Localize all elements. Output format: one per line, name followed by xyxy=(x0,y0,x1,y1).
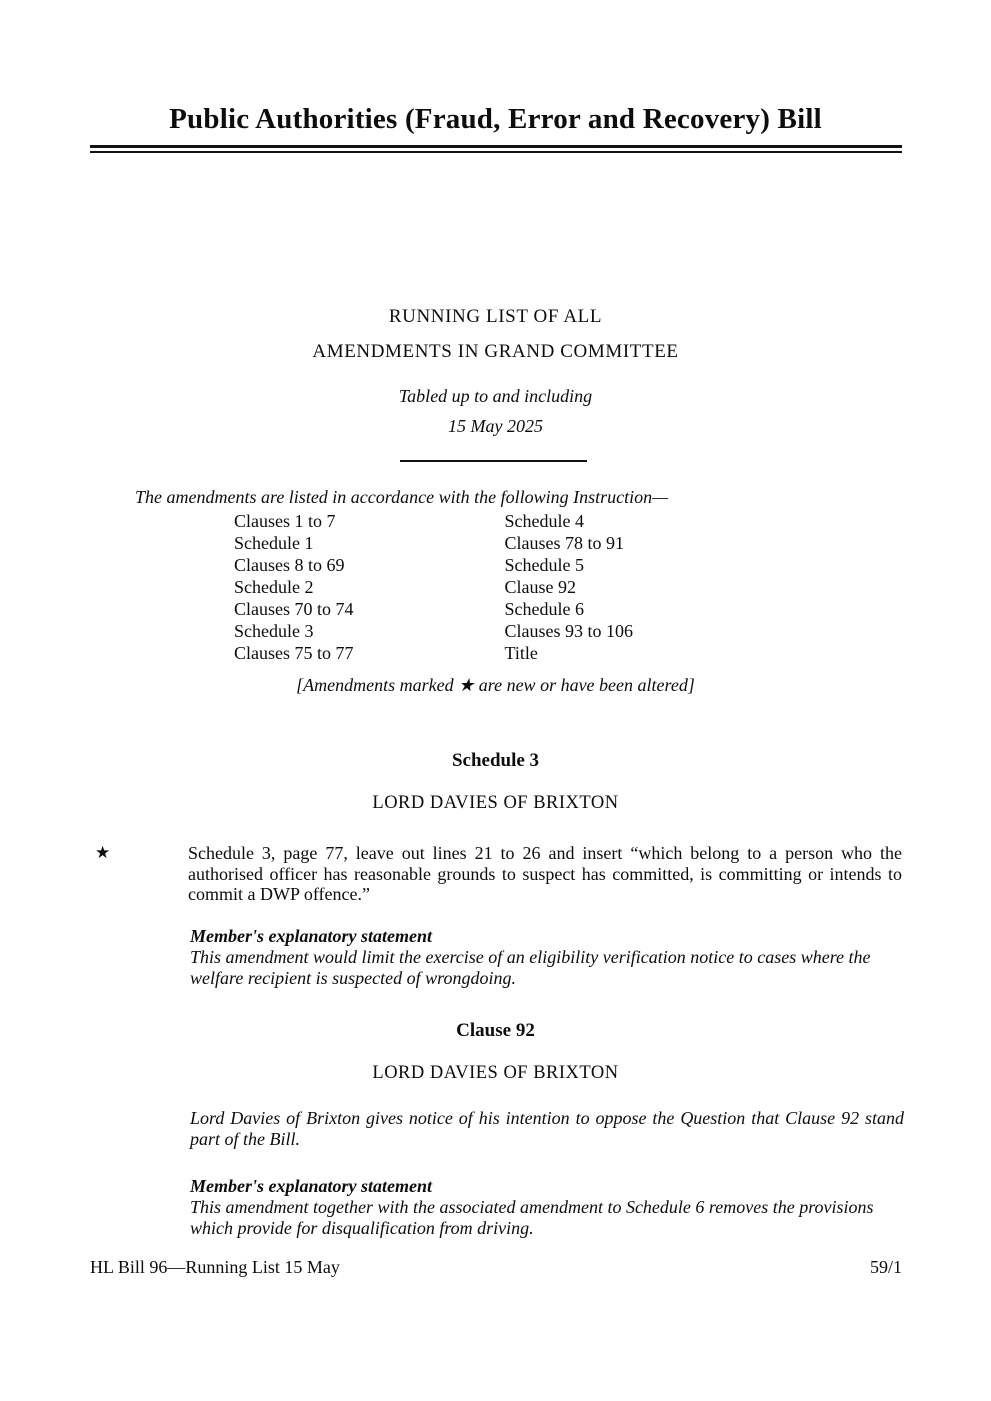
committee-heading: AMENDMENTS IN GRAND COMMITTEE xyxy=(312,341,679,362)
oppose-question-notice: Lord Davies of Brixton gives notice of his intention to oppose the Question that Clause 92 stand part of the Bill. xyxy=(190,1108,904,1149)
section-heading-schedule-3: Schedule 3 xyxy=(451,750,540,771)
tabled-date: 15 May 2025 xyxy=(448,416,543,436)
title-divider xyxy=(90,145,902,153)
instruction-item-left: Clauses 75 to 77 xyxy=(234,643,354,663)
instruction-item-right: Clauses 78 to 91 xyxy=(504,533,624,553)
instruction-row xyxy=(234,598,633,620)
bill-title: Public Authorities (Fraud, Error and Recovery) Bill xyxy=(169,103,822,135)
instruction-item-right: Schedule 6 xyxy=(504,599,584,619)
instruction-item-left: Clauses 70 to 74 xyxy=(234,599,354,619)
instruction-item-right: Clauses 93 to 106 xyxy=(504,621,633,641)
instruction-row xyxy=(234,532,633,554)
explanatory-statement-heading: Member's explanatory statement xyxy=(190,926,432,946)
sponsor-name: LORD DAVIES OF BRIXTON xyxy=(372,1063,619,1083)
instruction-item-right: Schedule 4 xyxy=(504,511,584,531)
running-list-heading: RUNNING LIST OF ALL xyxy=(388,306,603,327)
sponsor-name: LORD DAVIES OF BRIXTON xyxy=(372,793,619,813)
instruction-item-right: Clause 92 xyxy=(504,577,576,597)
instruction-item-left: Schedule 3 xyxy=(234,621,314,641)
explanatory-statement-text: This amendment would limit the exercise of an eligibility verification notice to cases where the welfare recipient is suspected of wrongdoing. xyxy=(190,947,871,988)
explanatory-statement-text: This amendment together with the associated amendment to Schedule 6 removes the provisions which provide for disqualification from driving. xyxy=(190,1197,874,1238)
marker-note: [Amendments marked ★ are new or have been altered] xyxy=(296,675,695,695)
instruction-row xyxy=(234,576,633,598)
instruction-row xyxy=(234,642,633,664)
explanatory-statement-heading: Member's explanatory statement xyxy=(190,1176,432,1196)
section-divider-rule xyxy=(400,460,587,462)
instruction-item-right: Schedule 5 xyxy=(504,555,584,575)
instruction-row xyxy=(234,554,633,576)
bill-reference: HL Bill 96—Running List 15 May xyxy=(90,1257,340,1277)
amendment-text: Schedule 3, page 77, leave out lines 21 to 26 and insert “which belong to a person who the authorised officer has reasonable grounds to suspect has committed, is committing or intends to commit a DWP offence.” xyxy=(188,843,902,904)
instruction-item-right: Title xyxy=(504,643,538,663)
instruction-row xyxy=(234,510,633,532)
instruction-item-left: Schedule 1 xyxy=(234,533,314,553)
instruction-item-left: Clauses 1 to 7 xyxy=(234,511,336,531)
instruction-item-left: Schedule 2 xyxy=(234,577,314,597)
serial-number: 59/1 xyxy=(869,1257,902,1277)
instruction-columns xyxy=(234,510,633,664)
instruction-intro: The amendments are listed in accordance with the following Instruction— xyxy=(135,487,669,507)
instruction-item-left: Clauses 8 to 69 xyxy=(234,555,345,575)
tabled-up-to-line: Tabled up to and including xyxy=(398,386,593,406)
instruction-row xyxy=(234,620,633,642)
page-footer xyxy=(90,1257,902,1278)
new-amendment-star-icon: ★ xyxy=(95,843,111,862)
section-heading-clause-92: Clause 92 xyxy=(456,1020,535,1041)
